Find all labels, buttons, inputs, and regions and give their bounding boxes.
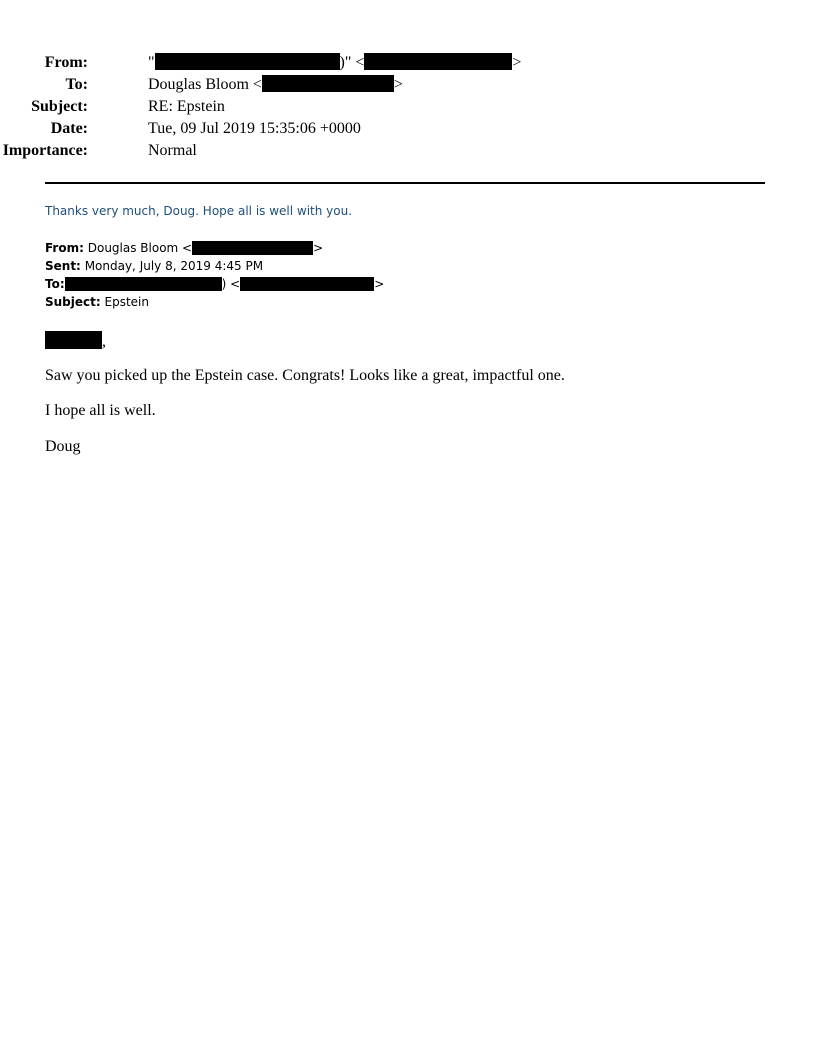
header-from-quote-close: )" <: [339, 54, 365, 71]
forwarded-from-label: From:: [45, 241, 84, 255]
forwarded-to-close: >: [374, 277, 385, 291]
header-from-close: >: [512, 54, 522, 71]
header-importance-label: Importance:: [2, 142, 88, 159]
forwarded-to-label: To:: [45, 277, 65, 291]
header-from-quote-open: ": [148, 54, 155, 71]
header-date-label: Date:: [50, 120, 88, 137]
header-from-label: From:: [44, 54, 88, 71]
signature: Doug: [45, 438, 81, 455]
redaction-box: [45, 331, 102, 349]
redaction-box: [192, 241, 313, 255]
header-divider: [45, 182, 765, 184]
header-to-value: [148, 74, 403, 96]
forwarded-from-row: [45, 239, 323, 257]
forwarded-from-close: >: [313, 241, 324, 255]
forwarded-subject-row: [45, 293, 149, 311]
forwarded-subject-value: Epstein: [104, 295, 149, 309]
header-to-close: >: [393, 76, 403, 93]
redaction-box: [240, 277, 374, 291]
redaction-box: [155, 53, 340, 70]
redaction-box: [364, 53, 512, 70]
header-subject-value: RE: Epstein: [148, 98, 225, 115]
greeting-suffix: ,: [102, 333, 106, 350]
header-to-label: To:: [65, 76, 88, 93]
header-from-value: [148, 52, 521, 74]
header-date-value: Tue, 09 Jul 2019 15:35:06 +0000: [148, 120, 361, 137]
forwarded-sent-value: Monday, July 8, 2019 4:45 PM: [84, 259, 264, 273]
body-paragraph-2: I hope all is well.: [45, 402, 156, 419]
greeting-line: [45, 331, 106, 351]
forwarded-to-mid: ) <: [221, 277, 241, 291]
header-importance-value: Normal: [148, 142, 197, 159]
body-paragraph-1: Saw you picked up the Epstein case. Congrats! Looks like a great, impactful one.: [45, 367, 565, 384]
reply-text: Thanks very much, Doug. Hope all is well with you.: [45, 204, 353, 218]
forwarded-sent-label: Sent:: [45, 259, 81, 273]
forwarded-subject-label: Subject:: [45, 295, 101, 309]
header-subject-label: Subject:: [31, 98, 88, 115]
redaction-box: [262, 75, 394, 92]
header-to-name: Douglas Bloom <: [148, 76, 262, 93]
forwarded-from-value: Douglas Bloom <: [87, 241, 193, 255]
redaction-box: [65, 277, 222, 291]
forwarded-sent-row: [45, 257, 263, 275]
forwarded-to-row: [45, 275, 384, 293]
